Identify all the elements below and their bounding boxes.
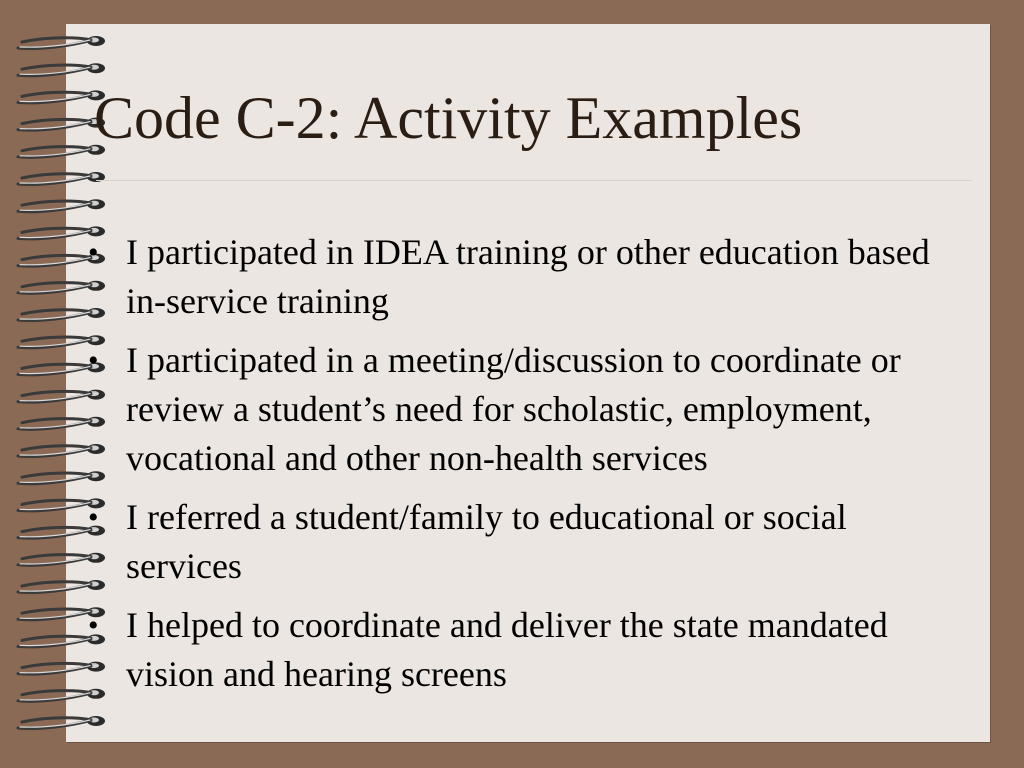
title-divider [96,180,972,181]
bullet-item [86,228,966,326]
spiral-ring-icon [18,118,105,131]
spiral-ring-icon [18,36,105,49]
spiral-ring-icon [18,172,105,185]
bullet-text: I participated in a meeting/discussion to coordinate or review a student’s need for scholastic, employment, vocational and other non-health services [126,340,901,478]
slide-title: Code C-2: Activity Examples [94,85,803,151]
bullet-icon: • [88,344,99,377]
bullet-icon: • [88,501,99,534]
bullet-icon: • [88,609,99,642]
bullet-text: I helped to coordinate and deliver the state mandated vision and hearing screens [126,605,888,694]
spiral-ring-icon [18,145,105,158]
bullet-item [86,601,966,699]
spiral-ring-icon [18,90,105,103]
bullet-text: I participated in IDEA training or other education based in-service training [126,232,930,321]
bullet-list [86,228,966,709]
spiral-ring-icon [18,63,105,76]
bullet-item [86,493,966,591]
bullet-text: I referred a student/family to educational or social services [126,497,847,586]
spiral-ring-icon [18,716,105,729]
spiral-ring-icon [18,199,105,212]
bullet-item [86,336,966,483]
bullet-icon: • [88,236,99,269]
